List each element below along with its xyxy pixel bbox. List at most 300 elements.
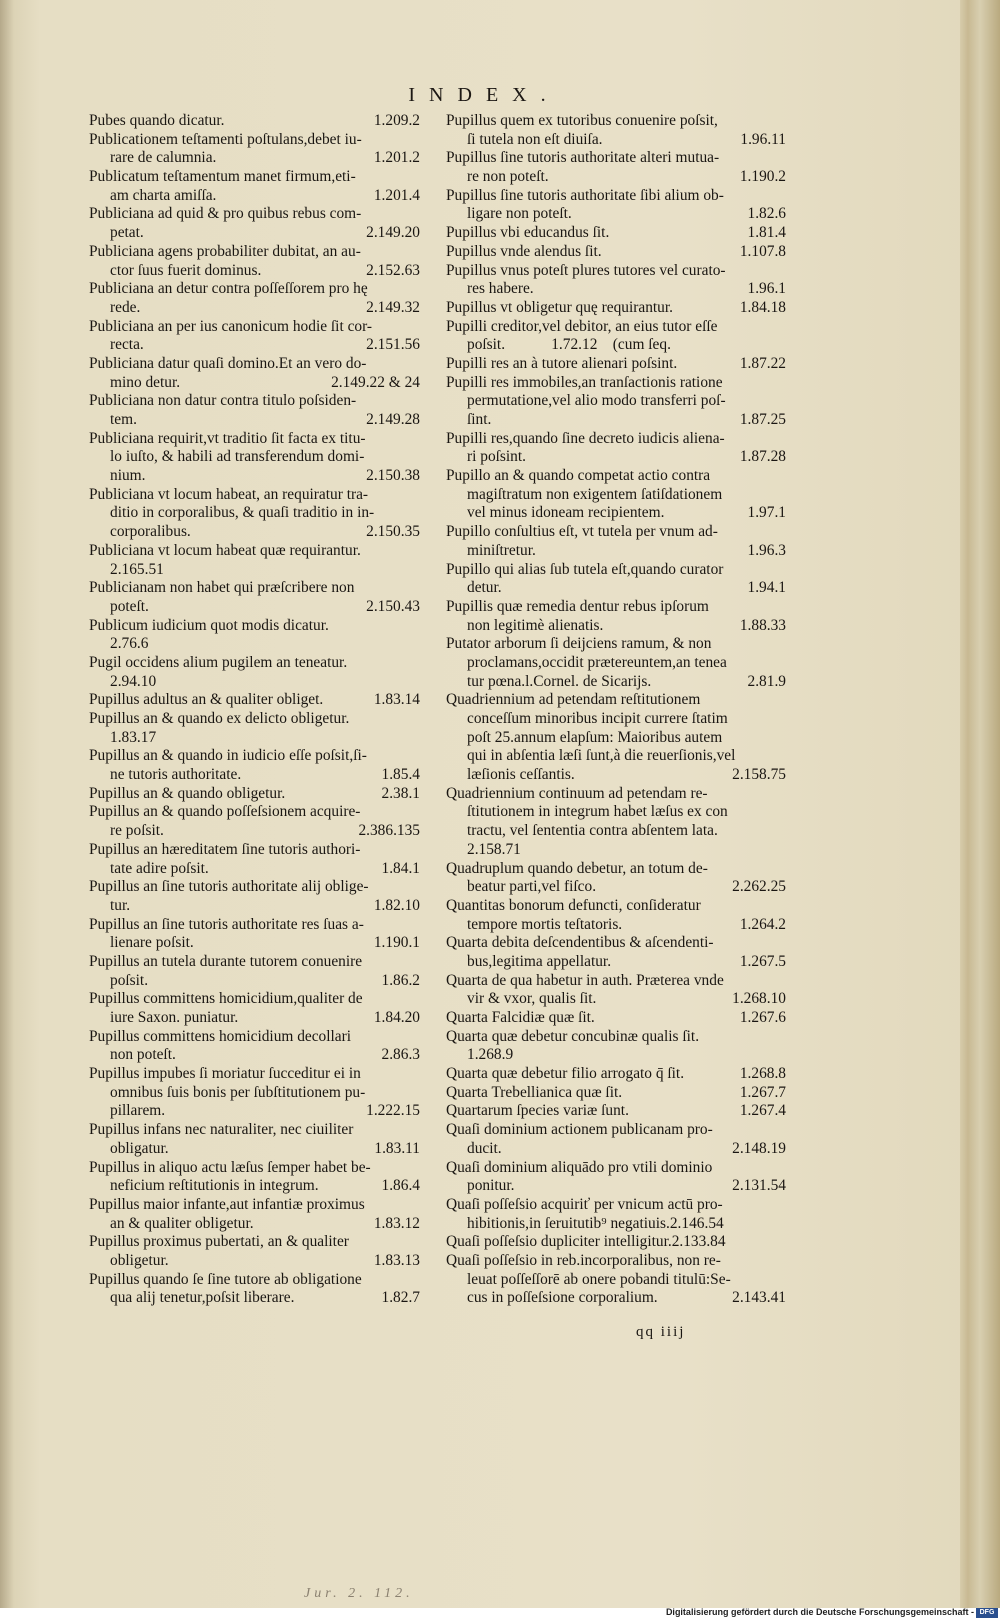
- entry-text: Pupillus maior infante,aut infantiæ proximus: [89, 1195, 365, 1213]
- index-entry: [89, 916, 420, 953]
- entry-text: Pupillus ſine tutoris authoritate ſibi alium ob-: [446, 186, 724, 204]
- entry-reference: 1.94.1: [747, 579, 786, 597]
- index-entry: [89, 803, 420, 840]
- index-entry: [89, 1196, 420, 1233]
- entry-text: Quarta de qua habetur in auth. Præterea vnde: [446, 971, 724, 989]
- entry-text-continued: ſtitutionem in integrum habet læſus ex con: [467, 803, 728, 821]
- entry-text: Quantitas bonorum defuncti, conſideratur: [446, 896, 701, 914]
- index-entry: [446, 355, 786, 374]
- entry-text: Quaſi dominium actionem publicanam pro-: [446, 1121, 713, 1139]
- entry-text-continued: [89, 224, 420, 243]
- entry-text-segment: pillarem.: [110, 1102, 166, 1120]
- entry-reference: 2.86.3: [381, 1046, 420, 1064]
- entry-text: Quarta quæ debetur concubinæ qualis ſit.: [446, 1027, 700, 1045]
- entry-reference: 1.81.4: [747, 224, 786, 242]
- entry-reference: 1.190.1: [373, 934, 420, 952]
- entry-text-continued: hibitionis,in ſeruitutib⁹ negatiuis.2.146.54: [467, 1214, 724, 1232]
- index-entry: [89, 486, 420, 542]
- index-entry: [446, 635, 786, 691]
- index-entry: [446, 318, 786, 355]
- entry-text: Publiciana an per ius canonicum hodie ſit cor-: [89, 317, 373, 335]
- entry-text-segment: Pupillus vbi educandus ſit.: [446, 224, 610, 242]
- entry-text-segment: ducit.: [467, 1139, 502, 1157]
- entry-text-continued: [446, 617, 786, 636]
- entry-reference: 2.81.9: [747, 672, 786, 690]
- entry-text-continued: [446, 280, 786, 299]
- entry-text: Publiciana vt locum habeat quæ requirantur.: [89, 541, 361, 559]
- entry-reference: 1.84.18: [739, 298, 786, 316]
- entry-reference: 1.84.20: [373, 1009, 420, 1026]
- entry-text-segment: læſionis ceſſantis.: [467, 766, 575, 784]
- entry-reference: 2.158.75: [732, 766, 786, 784]
- entry-reference: 1.82.10: [373, 896, 420, 914]
- entry-text: [89, 691, 420, 710]
- entry-text-segment: ſi tutela non eſt diuiſa.: [467, 130, 603, 148]
- entry-text: Pupillus an & quando ex delicto obligetur.: [89, 710, 350, 727]
- entry-text-segment: poteſt.: [110, 597, 149, 615]
- entry-reference: 1.190.2: [739, 168, 786, 186]
- entry-text: Publiciana requirit,vt traditio ſit facta ex titu-: [89, 429, 366, 447]
- entry-text-continued: [89, 1140, 420, 1159]
- entry-text-continued: [89, 1289, 420, 1308]
- entry-text-segment: tur.: [110, 896, 131, 914]
- entry-text: Pupilli res,quando ſine decreto iudicis aliena-: [446, 429, 725, 447]
- entry-text: Publicatum teſtamentum manet firmum,eti-: [89, 168, 356, 186]
- entry-text-continued: [446, 205, 786, 224]
- entry-text-continued: [446, 1289, 786, 1308]
- entry-reference: 1.82.7: [381, 1289, 420, 1307]
- entry-text-segment: re non poteſt.: [467, 168, 549, 186]
- index-entry: [446, 224, 786, 243]
- index-entry: [446, 467, 786, 523]
- entry-text-segment: mino detur.: [110, 373, 181, 391]
- entry-text: Publicationem teſtamenti poſtulans,debet iu-: [89, 130, 362, 148]
- entry-text: Pupillus an tutela durante tutorem conuenire: [89, 952, 363, 970]
- entry-text-continued: [89, 972, 420, 991]
- entry-text-continued: [446, 916, 786, 935]
- index-entry: [446, 523, 786, 560]
- index-entry: [89, 1159, 420, 1196]
- index-entry: [89, 617, 420, 654]
- index-entry: [446, 149, 786, 186]
- entry-text-segment: ligare non poteſt.: [467, 205, 572, 223]
- entry-reference: 1.87.22: [739, 354, 786, 372]
- entry-reference: 2.150.43: [366, 597, 420, 615]
- entry-text-continued: [446, 1177, 786, 1196]
- entry-reference: 1.267.6: [739, 1009, 786, 1026]
- entry-text-continued: [446, 448, 786, 467]
- entry-text: Pupillo an & quando competat actio contra: [446, 467, 711, 485]
- entry-reference: 2.38.1: [381, 784, 420, 802]
- entry-text-segment: corporalibus.: [110, 523, 191, 541]
- entry-text: Publicianam non habet qui præſcribere non: [89, 579, 355, 597]
- entry-text-segment: Quarta Trebellianica quæ ſit.: [446, 1083, 623, 1101]
- entry-text-continued: [89, 374, 420, 393]
- index-entry: [446, 1196, 786, 1233]
- entry-text-segment: ctor ſuus fuerit dominus.: [110, 261, 262, 279]
- index-entry: [446, 1084, 786, 1103]
- entry-text-continued: [89, 1102, 420, 1121]
- entry-text: [446, 1102, 786, 1121]
- entry-text-continued: [446, 168, 786, 187]
- entry-text-continued: [446, 766, 786, 785]
- entry-text-continued: [446, 990, 786, 1009]
- entry-text-segment: ſint.: [467, 411, 492, 428]
- entry-text-continued: poſt 25.annum elapſum: Maioribus autem: [467, 728, 723, 746]
- entry-text: [89, 112, 420, 131]
- entry-text-segment: recta.: [110, 336, 144, 354]
- entry-reference: 1.267.5: [739, 952, 786, 970]
- entry-text-segment: re poſsit.: [110, 822, 164, 840]
- index-entry: [446, 1252, 786, 1308]
- entry-text-segment: Quarta Falcidiæ quæ ſit.: [446, 1009, 595, 1026]
- index-entry: [89, 579, 420, 616]
- entry-text: Pupilli creditor,vel debitor, an eius tutor eſſe: [446, 317, 718, 335]
- entry-text-segment: Pupillus adultus an & qualiter obliget.: [89, 691, 324, 709]
- entry-text-segment: tempore mortis teſtatoris.: [467, 915, 623, 933]
- entry-text-continued: [89, 1046, 420, 1065]
- entry-reference: 1.267.7: [739, 1083, 786, 1101]
- entry-text-segment: Pupillus vnde alendus ſit.: [446, 242, 602, 260]
- index-entry: [89, 205, 420, 242]
- entry-text-segment: bus,legitima appellatur.: [467, 952, 612, 970]
- entry-reference: 1.83.14: [373, 691, 420, 709]
- entry-text: [446, 355, 786, 374]
- entry-text-segment: Quartarum ſpecies variæ ſunt.: [446, 1102, 629, 1120]
- entry-text: Pupillus infans nec naturaliter, nec ciuiliter: [89, 1121, 354, 1139]
- entry-reference: 1.97.1: [747, 504, 786, 522]
- entry-text-continued: [446, 542, 786, 561]
- entry-text-segment: detur.: [467, 579, 502, 597]
- entry-text: Pupillis quæ remedia dentur rebus ipſorum: [446, 597, 709, 615]
- index-entry: [89, 785, 420, 804]
- index-entry: [446, 1159, 786, 1196]
- entry-text-continued: [89, 1177, 420, 1196]
- entry-text-segment: Pupillus an & quando obligetur.: [89, 784, 286, 802]
- entry-text-segment: neficium reſtitutionis in integrum.: [110, 1177, 319, 1195]
- index-entry: [446, 187, 786, 224]
- index-entry: [89, 430, 420, 486]
- entry-text: Quaſi poſſeſsio acquiriť per vnicum actū pro-: [446, 1195, 723, 1213]
- index-entry: [446, 112, 786, 149]
- entry-text: Pugil occidens alium pugilem an teneatur.: [89, 653, 348, 671]
- entry-text-continued: [446, 131, 786, 150]
- index-entry: [89, 112, 420, 131]
- entry-text-continued: ditio in corporalibus, & quaſi traditio in in-: [110, 504, 375, 522]
- entry-text: Publiciana vt locum habeat, an requiratur tra-: [89, 485, 369, 503]
- entry-text-continued: 2.76.6: [110, 635, 149, 653]
- index-entry: [446, 374, 786, 430]
- entry-text: Pupillus quem ex tutoribus conuenire poſsit,: [446, 112, 718, 129]
- entry-text: Pupillus vnus poteſt plures tutores vel curato-: [446, 261, 726, 279]
- entry-text-segment: ponitur.: [467, 1177, 515, 1195]
- index-entry: [446, 1065, 786, 1084]
- entry-reference: 2.262.25: [732, 878, 786, 896]
- entry-text-continued: [89, 299, 420, 318]
- entry-text-segment: rede.: [110, 298, 141, 316]
- entry-text-continued: lo iuſto, & habili ad transferendum domi-: [110, 448, 365, 466]
- entry-text: Quaſi poſſeſsio in reb.incorporalibus, non re-: [446, 1251, 721, 1269]
- index-entry: [446, 262, 786, 299]
- entry-text-continued: tractu, vel ſententia contra abſentem lata.: [467, 822, 718, 840]
- index-entry: [89, 1065, 420, 1121]
- entry-text: Pupillus committens homicidium,qualiter de: [89, 990, 363, 1008]
- entry-text: Quarta debita deſcendentibus & aſcendenti-: [446, 934, 714, 952]
- entry-reference: 1.82.6: [747, 205, 786, 223]
- entry-text-continued: magiſtratum non exigentem ſatiſdationem: [467, 485, 723, 503]
- index-entry: [446, 430, 786, 467]
- entry-text-segment: poſsit.: [110, 971, 149, 989]
- entry-text-continued: 2.94.10: [110, 672, 157, 690]
- entry-text-continued: 2.158.71: [467, 840, 521, 858]
- entry-reference: 2.149.32: [366, 298, 420, 316]
- index-entry: [89, 392, 420, 429]
- index-entry: [446, 897, 786, 934]
- entry-reference: 1.85.4: [381, 766, 420, 784]
- entry-text: Pupillus committens homicidium decollari: [89, 1027, 352, 1045]
- entry-text-continued: poſsit. 1.72.12 (cum ſeq.: [467, 336, 671, 354]
- index-entry: [89, 1271, 420, 1308]
- index-entry: [446, 561, 786, 598]
- index-entry: [89, 1233, 420, 1270]
- entry-text: Publiciana an detur contra poſſeſſorem pro hę: [89, 280, 368, 298]
- entry-reference: 1.86.2: [381, 971, 420, 989]
- entry-text-continued: [89, 336, 420, 355]
- entry-text: [446, 1009, 786, 1028]
- entry-text-segment: tur pœna.l.Cornel. de Sicarijs.: [467, 672, 652, 690]
- index-entry: [446, 972, 786, 1009]
- index-entry: [89, 1028, 420, 1065]
- index-entry: [89, 1121, 420, 1158]
- entry-text-continued: [89, 262, 420, 281]
- entry-reference: 1.96.11: [740, 130, 786, 148]
- entry-text: Publiciana agens probabiliter dubitat, an au-: [89, 242, 361, 260]
- entry-text-continued: leuat poſſeſſorē ab onere pobandi titulū:Se-: [467, 1270, 731, 1288]
- entry-text-segment: res habere.: [467, 280, 534, 298]
- entry-text-continued: [89, 766, 420, 785]
- index-column-left: [89, 112, 420, 1308]
- entry-text-continued: proclamans,occidit prætereuntem,an tenea: [467, 653, 727, 671]
- entry-text-continued: [89, 411, 420, 430]
- entry-text-continued: conceſſum minoribus incipit currere ſtatim: [467, 710, 728, 727]
- index-entry: [446, 598, 786, 635]
- index-entry: [446, 860, 786, 897]
- entry-text-continued: omnibus ſuis bonis per ſubſtitutionem pu-: [110, 1083, 366, 1101]
- entry-text-segment: Quarta quæ debetur filio arrogato q̄ ſit.: [446, 1065, 685, 1083]
- index-entry: [446, 785, 786, 860]
- entry-reference: 2.150.35: [366, 523, 420, 541]
- entry-reference: 1.209.2: [373, 112, 420, 129]
- index-entry: [89, 878, 420, 915]
- index-entry: [89, 243, 420, 280]
- entry-text-continued: [446, 673, 786, 692]
- entry-text: Pupillus quando ſe ſine tutore ab obligatione: [89, 1270, 362, 1288]
- index-entry: [89, 542, 420, 579]
- entry-text-segment: nium.: [110, 467, 146, 485]
- entry-text-segment: beatur parti,vel fiſco.: [467, 878, 597, 896]
- entry-text-segment: ri poſsint.: [467, 448, 526, 466]
- page-edge: [960, 0, 1000, 1610]
- entry-reference: 1.96.3: [747, 541, 786, 559]
- entry-reference: 2.149.22 & 24: [331, 373, 420, 391]
- entry-text: Pupillo conſultius eſt, vt tutela per vnum ad-: [446, 523, 718, 541]
- entry-text-segment: Pupilli res an à tutore alienari poſsint.: [446, 354, 678, 372]
- entry-text-continued: 2.165.51: [110, 560, 164, 578]
- entry-reference: 1.268.8: [739, 1065, 786, 1083]
- entry-text: Pupillus an & quando in iudicio eſſe poſsit,ſi-: [89, 747, 367, 765]
- index-entry: [89, 168, 420, 205]
- entry-text: Quaſi dominium aliquādo pro vtili dominio: [446, 1158, 713, 1176]
- entry-text-continued: [89, 934, 420, 953]
- entry-text-segment: qua alij tenetur,poſsit liberare.: [110, 1289, 295, 1307]
- entry-text-segment: iure Saxon. puniatur.: [110, 1009, 239, 1026]
- entry-reference: 2.143.41: [732, 1289, 786, 1307]
- index-entry: [446, 1028, 786, 1065]
- entry-reference: 1.84.1: [381, 859, 420, 877]
- index-entry: [446, 691, 786, 784]
- entry-reference: 2.152.63: [366, 261, 420, 279]
- entry-text-segment: tate adire poſsit.: [110, 859, 209, 877]
- entry-text: Pupilli res immobiles,an tranſactionis ratione: [446, 373, 723, 391]
- entry-text: Quaſi poſſeſsio dupliciter intelligitur.2.133.84: [446, 1233, 726, 1251]
- index-entry: [446, 1121, 786, 1158]
- entry-reference: 1.201.4: [373, 186, 420, 204]
- entry-text-segment: ne tutoris authoritate.: [110, 766, 242, 784]
- entry-text-segment: obligatur.: [110, 1139, 169, 1157]
- entry-text: [446, 1084, 786, 1103]
- entry-text-segment: vel minus idoneam recipientem.: [467, 504, 665, 522]
- entry-text: Pupillus an & quando poſſeſsionem acquire-: [89, 803, 361, 821]
- index-entry: [446, 934, 786, 971]
- index-entry: [89, 654, 420, 691]
- entry-text: Pupillus impubes ſi moriatur ſucceditur ei in: [89, 1065, 361, 1083]
- entry-reference: 2.151.56: [366, 336, 420, 354]
- entry-text-continued: permutatione,vel alio modo transferri poſ-: [467, 392, 726, 410]
- entry-text-segment: Pupillus vt obligetur quę requirantur.: [446, 298, 673, 316]
- entry-reference: 2.131.54: [732, 1177, 786, 1195]
- entry-text: Quadruplum quando debetur, an totum de-: [446, 859, 708, 877]
- entry-text: Pupillus ſine tutoris authoritate alteri mutua-: [446, 149, 720, 167]
- entry-text-segment: rare de calumnia.: [110, 149, 217, 167]
- entry-reference: 1.88.33: [739, 616, 786, 634]
- entry-text-continued: [446, 878, 786, 897]
- entry-text-segment: lienare poſsit.: [110, 934, 194, 952]
- entry-text: Publiciana ad quid & pro quibus rebus com-: [89, 205, 362, 223]
- entry-text-continued: [446, 579, 786, 598]
- index-entry: [89, 710, 420, 747]
- entry-text-segment: non poteſt.: [110, 1046, 176, 1064]
- entry-text-continued: [89, 1252, 420, 1271]
- entry-reference: 2.150.38: [366, 467, 420, 485]
- entry-text: [446, 299, 786, 318]
- entry-reference: 2.149.20: [366, 224, 420, 242]
- entry-text-continued: 1.83.17: [110, 728, 157, 746]
- index-entry: [89, 131, 420, 168]
- entry-text-continued: [89, 822, 420, 841]
- index-entry: [89, 280, 420, 317]
- entry-text-segment: an & qualiter obligetur.: [110, 1214, 254, 1232]
- entry-text: [89, 785, 420, 804]
- entry-text: Pupillus proximus pubertati, an & qualiter: [89, 1233, 349, 1251]
- entry-text: Publiciana datur quaſi domino.Et an vero do-: [89, 354, 367, 372]
- entry-text: Pupillo qui alias ſub tutela eſt,quando curator: [446, 560, 724, 578]
- index-entry: [89, 318, 420, 355]
- entry-text-continued: [89, 598, 420, 617]
- index-column-right: [446, 112, 786, 1308]
- index-entry: [89, 355, 420, 392]
- footer-bar: [0, 1608, 1000, 1618]
- entry-text-segment: am charta amiſſa.: [110, 186, 217, 204]
- entry-text-continued: [89, 523, 420, 542]
- entry-reference: 1.222.15: [366, 1102, 420, 1120]
- entry-text: Pupillus in aliquo actu læſus ſemper habet be-: [89, 1158, 371, 1176]
- index-entry: [89, 990, 420, 1027]
- entry-text-segment: non legitimè alienatis.: [467, 616, 604, 634]
- entry-text-continued: [89, 897, 420, 916]
- index-entry: [446, 1102, 786, 1121]
- entry-text: Publicum iudicium quot modis dicatur.: [89, 616, 329, 634]
- index-entry: [446, 299, 786, 318]
- index-entry: [446, 1009, 786, 1028]
- entry-reference: 1.86.4: [381, 1177, 420, 1195]
- entry-text-continued: 1.268.9: [467, 1046, 514, 1064]
- entry-text: [446, 243, 786, 262]
- entry-text-continued: [89, 860, 420, 879]
- index-entry: [89, 841, 420, 878]
- footer-credit: Digitalisierung gefördert durch die Deutsche Forschungsgemeinschaft -: [665, 1607, 974, 1617]
- entry-text-segment: tem.: [110, 411, 137, 428]
- entry-text: [446, 1065, 786, 1084]
- entry-text: [446, 224, 786, 243]
- entry-text-continued: [89, 1009, 420, 1028]
- entry-text: Pupillus an ſine tutoris authoritate res ſuas a-: [89, 915, 364, 933]
- entry-reference: 2.149.28: [366, 411, 420, 428]
- entry-reference: 1.83.11: [374, 1139, 420, 1157]
- entry-reference: 1.87.28: [739, 448, 786, 466]
- entry-text-segment: obligetur.: [110, 1251, 169, 1269]
- pencil-note: Jur. 2. 112.: [304, 1586, 414, 1601]
- entry-reference: 2.148.19: [732, 1139, 786, 1157]
- entry-reference: 1.264.2: [739, 915, 786, 933]
- entry-text: Quadriennium ad petendam reſtitutionem: [446, 691, 701, 709]
- index-entry: [89, 747, 420, 784]
- entry-text-continued: [89, 149, 420, 168]
- entry-text-segment: cus in poſſeſsione corporalium.: [467, 1289, 658, 1307]
- entry-text-continued: [446, 411, 786, 430]
- entry-text-segment: miniſtretur.: [467, 541, 536, 559]
- entry-text: Quadriennium continuum ad petendam re-: [446, 784, 708, 802]
- entry-text: Pupillus an hæreditatem ſine tutoris authori-: [89, 840, 361, 858]
- index-entry: [446, 1233, 786, 1252]
- entry-text-continued: [446, 1140, 786, 1159]
- signature-mark: qq iiij: [636, 1324, 686, 1340]
- dfg-logo: DFG: [976, 1608, 998, 1618]
- entry-text-continued: [89, 187, 420, 206]
- entry-reference: 1.96.1: [747, 280, 786, 298]
- entry-text: Pupillus an ſine tutoris authoritate alij oblige-: [89, 878, 369, 896]
- entry-text-continued: [446, 953, 786, 972]
- entry-reference: 1.201.2: [373, 149, 420, 167]
- entry-text-continued: qui in abſentia læſi ſunt,à die reuerſionis,vel: [467, 747, 736, 765]
- entry-text: Putator arborum ſi deijciens ramum, & non: [446, 635, 712, 653]
- entry-reference: 2.386.135: [358, 822, 420, 840]
- entry-reference: 1.268.10: [732, 990, 786, 1008]
- entry-reference: 1.107.8: [739, 242, 786, 260]
- entry-text-segment: vir & vxor, qualis ſit.: [467, 990, 597, 1008]
- entry-reference: 1.83.13: [373, 1251, 420, 1269]
- index-entry: [89, 691, 420, 710]
- entry-text-continued: [446, 504, 786, 523]
